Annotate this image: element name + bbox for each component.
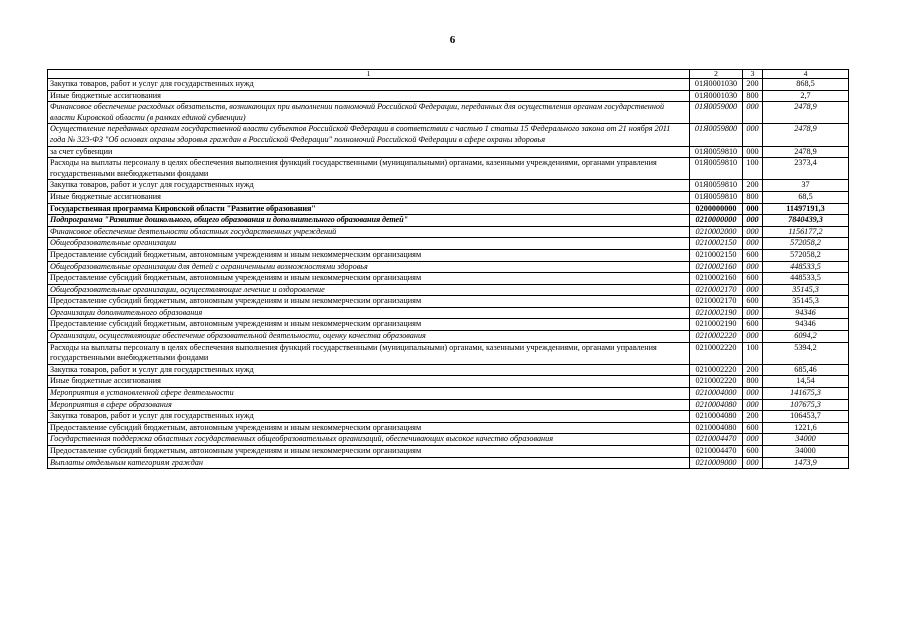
column-header: 4 [763,70,849,79]
row-sum-cell: 68,5 [763,191,849,203]
table-row [48,273,849,285]
row-type-cell: 100 [743,342,763,364]
row-code-cell: 01Я0059000 [690,102,743,124]
row-type-cell: 000 [743,261,763,273]
row-name-cell: Предоставление субсидий бюджетным, автономным учреждениям и иным некоммерческим организациям [48,249,690,261]
row-sum-cell: 94346 [763,307,849,319]
row-type-cell: 200 [743,79,763,91]
column-header: 2 [690,70,743,79]
row-sum-cell: 34000 [763,446,849,458]
row-sum-cell: 1221,6 [763,422,849,434]
table-header-row [48,70,849,79]
row-name-cell: Предоставление субсидий бюджетным, автономным учреждениям и иным некоммерческим организациям [48,446,690,458]
budget-table-body [48,70,849,469]
row-type-cell: 200 [743,364,763,376]
row-type-cell: 000 [743,434,763,446]
row-name-cell: Организации, осуществляющие обеспечение образовательной деятельности, оценку качества образования [48,331,690,343]
table-row [48,191,849,203]
table-row [48,249,849,261]
row-sum-cell: 94346 [763,319,849,331]
row-code-cell: 01Я0001030 [690,79,743,91]
row-code-cell: 0210002170 [690,284,743,296]
table-row [48,307,849,319]
row-code-cell: 0210004470 [690,446,743,458]
row-type-cell: 000 [743,388,763,400]
row-code-cell: 0210002150 [690,238,743,250]
row-name-cell: Государственная программа Кировской области "Развитие образования" [48,203,690,215]
row-sum-cell: 572058,2 [763,249,849,261]
row-name-cell: Закупка товаров, работ и услуг для государственных нужд [48,79,690,91]
row-sum-cell: 685,46 [763,364,849,376]
row-sum-cell: 572058,2 [763,238,849,250]
row-sum-cell: 7840439,3 [763,215,849,227]
row-code-cell: 01Я0001030 [690,90,743,102]
row-name-cell: Финансовое обеспечение деятельности областных государственных учреждений [48,226,690,238]
row-name-cell: за счет субвенции [48,146,690,158]
row-type-cell: 000 [743,203,763,215]
row-code-cell: 0210002160 [690,273,743,285]
row-code-cell: 0200000000 [690,203,743,215]
table-row [48,180,849,192]
row-code-cell: 0210004080 [690,422,743,434]
table-row [48,319,849,331]
row-name-cell: Иные бюджетные ассигнования [48,90,690,102]
row-name-cell: Общеобразовательные организации для детей с ограниченными возможностями здоровья [48,261,690,273]
row-name-cell: Предоставление субсидий бюджетным, автономным учреждениям и иным некоммерческим организациям [48,273,690,285]
row-name-cell: Финансовое обеспечение расходных обязательств, возникающих при выполнении полномочий Российской Федерации, переданных для осуществления органам государственной власти Кировской области (в рамках единой субвенции) [48,102,690,124]
table-row [48,434,849,446]
row-code-cell: 0210002150 [690,249,743,261]
row-sum-cell: 1156177,2 [763,226,849,238]
row-code-cell: 0210004080 [690,411,743,423]
table-row [48,364,849,376]
row-code-cell: 01Я0059810 [690,191,743,203]
row-code-cell: 01Я0059810 [690,158,743,180]
row-type-cell: 800 [743,376,763,388]
table-row [48,284,849,296]
row-code-cell: 0210002000 [690,226,743,238]
row-code-cell: 0210004470 [690,434,743,446]
table-row [48,399,849,411]
row-type-cell: 600 [743,273,763,285]
row-sum-cell: 5394,2 [763,342,849,364]
row-type-cell: 000 [743,215,763,227]
row-name-cell: Мероприятия в установленной сфере деятельности [48,388,690,400]
row-sum-cell: 34000 [763,434,849,446]
row-sum-cell: 107675,3 [763,399,849,411]
row-sum-cell: 2478,9 [763,102,849,124]
row-type-cell: 000 [743,102,763,124]
row-type-cell: 000 [743,226,763,238]
table-row [48,411,849,423]
row-name-cell: Расходы на выплаты персоналу в целях обеспечения выполнения функций государственными (муниципальными) органами, казенными учреждениями, органами управления государственными внебюджетными фондами [48,158,690,180]
table-row [48,203,849,215]
table-row [48,446,849,458]
table-row [48,90,849,102]
row-type-cell: 600 [743,422,763,434]
table-row [48,422,849,434]
row-type-cell: 800 [743,191,763,203]
row-sum-cell: 1473,9 [763,457,849,469]
row-type-cell: 000 [743,284,763,296]
row-code-cell: 0210002170 [690,296,743,308]
table-row [48,388,849,400]
row-sum-cell: 37 [763,180,849,192]
row-code-cell: 0210009000 [690,457,743,469]
row-name-cell: Закупка товаров, работ и услуг для государственных нужд [48,411,690,423]
table-row [48,296,849,308]
row-sum-cell: 11497191,3 [763,203,849,215]
row-code-cell: 0210002190 [690,319,743,331]
row-code-cell: 01Я0059810 [690,180,743,192]
row-sum-cell: 6094,2 [763,331,849,343]
table-row [48,238,849,250]
table-row [48,158,849,180]
row-type-cell: 200 [743,180,763,192]
row-name-cell: Общеобразовательные организации [48,238,690,250]
row-name-cell: Предоставление субсидий бюджетным, автономным учреждениям и иным некоммерческим организациям [48,319,690,331]
row-sum-cell: 868,5 [763,79,849,91]
row-name-cell: Предоставление субсидий бюджетным, автономным учреждениям и иным некоммерческим организациям [48,422,690,434]
row-code-cell: 0210000000 [690,215,743,227]
row-name-cell: Общеобразовательные организации, осуществляющие лечение и оздоровление [48,284,690,296]
row-code-cell: 01Я0059800 [690,124,743,146]
row-name-cell: Предоставление субсидий бюджетным, автономным учреждениям и иным некоммерческим организациям [48,296,690,308]
row-code-cell: 0210004000 [690,388,743,400]
row-name-cell: Осуществление переданных органам государственной власти субъектов Российской Федерации в соответствии с частью 1 статьи 15 Федерального закона от 21 ноября 2011 года № 323-ФЗ "Об основах охраны здоровья граждан в Российской Федерации" полномочий Российской Федерации в сфере охраны здоровья [48,124,690,146]
column-header: 1 [48,70,690,79]
row-sum-cell: 14,54 [763,376,849,388]
row-type-cell: 600 [743,296,763,308]
table-row [48,261,849,273]
row-sum-cell: 448533,5 [763,261,849,273]
row-code-cell: 0210002220 [690,376,743,388]
row-code-cell: 01Я0059810 [690,146,743,158]
row-sum-cell: 2,7 [763,90,849,102]
column-header: 3 [743,70,763,79]
page-number: 6 [449,34,456,46]
row-name-cell: Иные бюджетные ассигнования [48,376,690,388]
table-row [48,124,849,146]
row-sum-cell: 448533,5 [763,273,849,285]
table-row [48,215,849,227]
table-row [48,79,849,91]
row-sum-cell: 35145,3 [763,284,849,296]
row-type-cell: 800 [743,90,763,102]
row-name-cell: Иные бюджетные ассигнования [48,191,690,203]
row-code-cell: 0210002220 [690,331,743,343]
row-type-cell: 000 [743,146,763,158]
table-row [48,146,849,158]
row-name-cell: Закупка товаров, работ и услуг для государственных нужд [48,364,690,376]
table-row [48,331,849,343]
row-code-cell: 0210004080 [690,399,743,411]
row-type-cell: 000 [743,399,763,411]
row-code-cell: 0210002160 [690,261,743,273]
row-type-cell: 600 [743,249,763,261]
row-sum-cell: 141675,3 [763,388,849,400]
row-name-cell: Государственная поддержка областных государственных общеобразовательных организаций, обеспечивающих высокое качество образования [48,434,690,446]
row-sum-cell: 106453,7 [763,411,849,423]
row-name-cell: Расходы на выплаты персоналу в целях обеспечения выполнения функций государственными (муниципальными) органами, казенными учреждениями, органами управления государственными внебюджетными фондами [48,342,690,364]
row-type-cell: 600 [743,319,763,331]
row-name-cell: Закупка товаров, работ и услуг для государственных нужд [48,180,690,192]
row-type-cell: 000 [743,307,763,319]
row-type-cell: 200 [743,411,763,423]
row-type-cell: 100 [743,158,763,180]
row-type-cell: 600 [743,446,763,458]
table-row [48,102,849,124]
table-row [48,342,849,364]
row-sum-cell: 2373,4 [763,158,849,180]
table-row [48,226,849,238]
row-name-cell: Мероприятия в сфере образования [48,399,690,411]
row-name-cell: Подпрограмма "Развитие дошкольного, общего образования и дополнительного образования детей" [48,215,690,227]
table-row [48,376,849,388]
row-code-cell: 0210002220 [690,342,743,364]
row-sum-cell: 35145,3 [763,296,849,308]
row-code-cell: 0210002190 [690,307,743,319]
row-type-cell: 000 [743,124,763,146]
row-sum-cell: 2478,9 [763,124,849,146]
row-type-cell: 000 [743,238,763,250]
row-sum-cell: 2478,9 [763,146,849,158]
row-type-cell: 000 [743,331,763,343]
table-row [48,457,849,469]
row-name-cell: Организации дополнительного образования [48,307,690,319]
row-name-cell: Выплаты отдельным категориям граждан [48,457,690,469]
row-code-cell: 0210002220 [690,364,743,376]
budget-table [47,69,849,469]
row-type-cell: 000 [743,457,763,469]
